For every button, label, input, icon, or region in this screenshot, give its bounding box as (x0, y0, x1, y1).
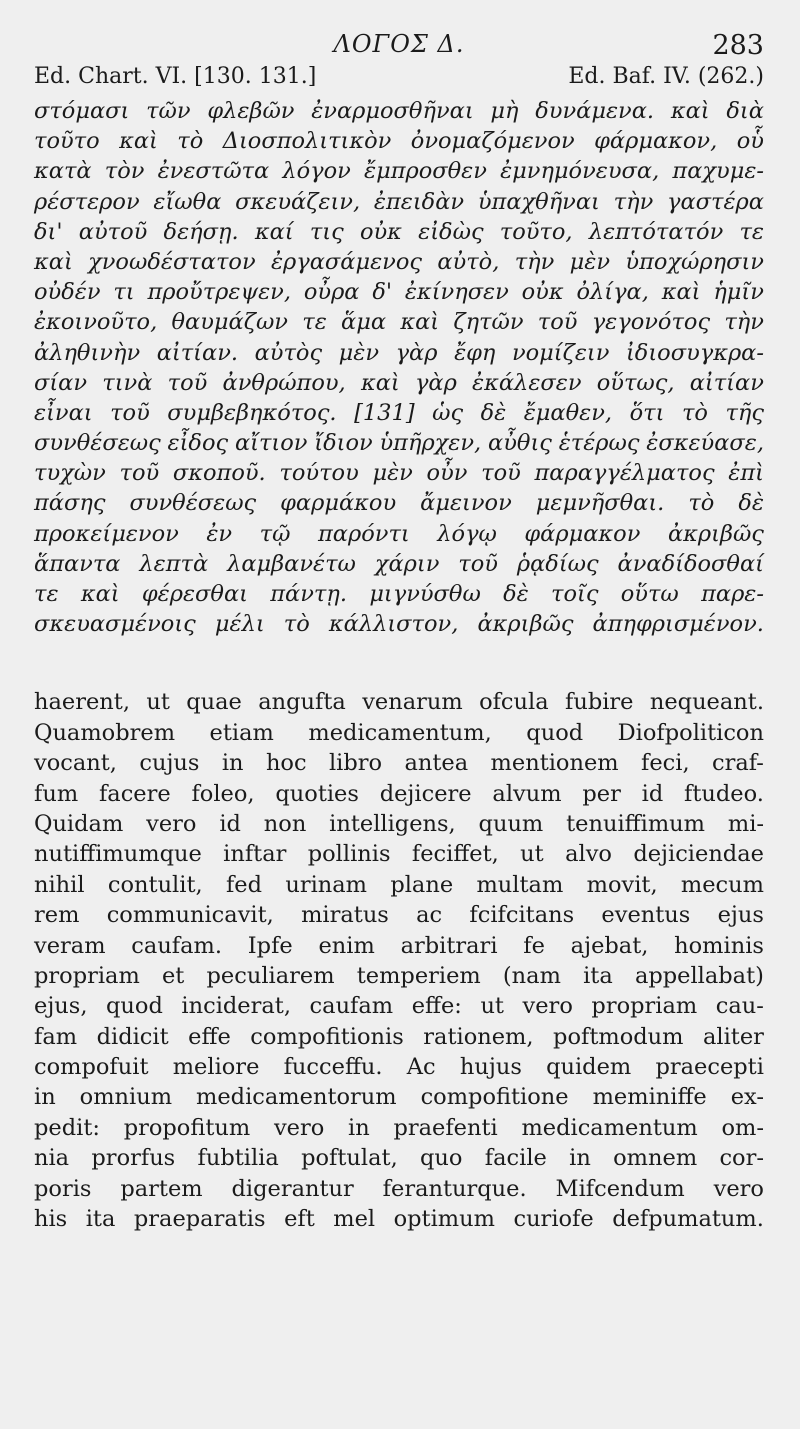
latin-text-line: his ita praeparatis eft mel optimum curiofe defpumatum. (34, 1206, 764, 1233)
greek-text-line: εἶναι τοῦ συμβεβηκότος. [131] ὡς δὲ ἔμαθεν, ὅτι τὸ τῆς (34, 399, 764, 426)
greek-text-line: ἐκοινοῦτο, θαυμάζων τε ἅμα καὶ ζητῶν τοῦ γεγονότος τὴν (34, 309, 764, 336)
latin-text-line: fum facere foleo, quoties dejicere alvum per id ftudeo. (34, 780, 764, 807)
greek-text-line: ρέστερον εἴωθα σκευάζειν, ἐπειδὰν ὑπαχθῆναι τὴν γαστέρα (34, 188, 764, 215)
latin-text-line: rem communicavit, miratus ac fcifcitans eventus ejus (34, 902, 764, 929)
greek-text-line: προκείμενον ἐν τῷ παρόντι λόγῳ φάρμακον ἀκριβῶς (34, 520, 764, 547)
latin-text-line: Quidam vero id non intelligens, quum tenuiffimum mi- (34, 810, 764, 837)
greek-text-line: οὐδέν τι προὔτρεψεν, οὖρα δ' ἐκίνησεν οὐκ ὀλίγα, καὶ ἡμῖν (34, 279, 764, 306)
latin-text-line: pedit: propofitum vero in praefenti medicamentum om- (34, 1114, 764, 1141)
greek-text-line: πάσης συνθέσεως φαρμάκου ἄμεινον μεμνῆσθαι. τὸ δὲ (34, 490, 764, 517)
greek-text-line: συνθέσεως εἶδος αἴτιον ἴδιον ὑπῆρχεν, αὖθις ἑτέρως ἐσκεύασε, (34, 430, 764, 457)
greek-text-line: καὶ χνοωδέστατον ἐργασάμενος αὐτὸ, τὴν μὲν ὑποχώρησιν (34, 248, 764, 275)
latin-text-line: nutiffimumque inftar pollinis feciffet, ut alvo dejiciendae (34, 841, 764, 868)
latin-text-line: haerent, ut quae angufta venarum ofcula fubire nequeant. (34, 689, 764, 716)
latin-text-line: ejus, quod inciderat, caufam effe: ut vero propriam cau- (34, 993, 764, 1020)
latin-text-line: nihil contulit, fed urinam plane multam movit, mecum (34, 871, 764, 898)
greek-text-block (34, 96, 764, 639)
latin-text-line: in omnium medicamentorum compofitione meminiffe ex- (34, 1084, 764, 1111)
greek-text-line: τοῦτο καὶ τὸ Διοσπολιτικὸν ὀνομαζόμενον φάρμακον, οὗ (34, 128, 764, 155)
greek-text-line: ἀληθινὴν αἰτίαν. αὐτὸς μὲν γὰρ ἔφη νομίζειν ἰδιοσυγκρα- (34, 339, 764, 366)
latin-text-line: Quamobrem etiam medicamentum, quod Diofpoliticon (34, 719, 764, 746)
latin-text-line: veram caufam. Ipfe enim arbitrari fe ajebat, hominis (34, 932, 764, 959)
greek-text-line: σίαν τινὰ τοῦ ἀνθρώπου, καὶ γὰρ ἐκάλεσεν οὕτως, αἰτίαν (34, 369, 764, 396)
latin-text-line: nia prorfus fubtilia poftulat, quo facile in omnem cor- (34, 1145, 764, 1172)
edition-reference-line (34, 60, 764, 94)
latin-text-block (34, 687, 764, 1234)
latin-text-line: poris partem digerantur feranturque. Mifcendum vero (34, 1175, 764, 1202)
greek-text-line: τε καὶ φέρεσθαι πάντῃ. μιγνύσθω δὲ τοῖς οὕτω παρε- (34, 581, 764, 607)
greek-text-line: σκευασμένοις μέλι τὸ κάλλιστον, ἀκριβῶς ἀπηφρισμένον. (34, 611, 764, 638)
latin-text-line: fam didicit effe compofitionis rationem, poftmodum aliter (34, 1023, 764, 1050)
greek-text-line: κατὰ τὸν ἐνεστῶτα λόγον ἔμπροσθεν ἐμνημόνευσα, παχυμε- (34, 158, 764, 185)
running-head-title: ΛΟΓΟΣ Δ. (333, 30, 465, 58)
greek-text-line: δι' αὐτοῦ δεήσῃ. καί τις οὐκ εἰδὼς τοῦτο, λεπτότατόν τε (34, 218, 764, 245)
latin-text-line: compofuit meliore fucceffu. Ac hujus quidem praecepti (34, 1054, 764, 1081)
running-head (34, 26, 764, 60)
page-number: 283 (712, 30, 764, 61)
edition-left: Ed. Chart. VI. [130. 131.] (34, 64, 317, 89)
greek-text-line: στόμασι τῶν φλεβῶν ἐναρμοσθῆναι μὴ δυνάμενα. καὶ διὰ (34, 98, 764, 124)
greek-text-line: τυχὼν τοῦ σκοποῦ. τούτου μὲν οὖν τοῦ παραγγέλματος ἐπὶ (34, 460, 764, 487)
latin-text-line: vocant, cujus in hoc libro antea mentionem feci, craf- (34, 750, 764, 777)
greek-text-line: ἅπαντα λεπτὰ λαμβανέτω χάριν τοῦ ῥᾳδίως ἀναδίδοσθαί (34, 550, 764, 577)
latin-text-line: propriam et peculiarem temperiem (nam ita appellabat) (34, 962, 764, 989)
edition-right: Ed. Baf. IV. (262.) (568, 64, 764, 89)
